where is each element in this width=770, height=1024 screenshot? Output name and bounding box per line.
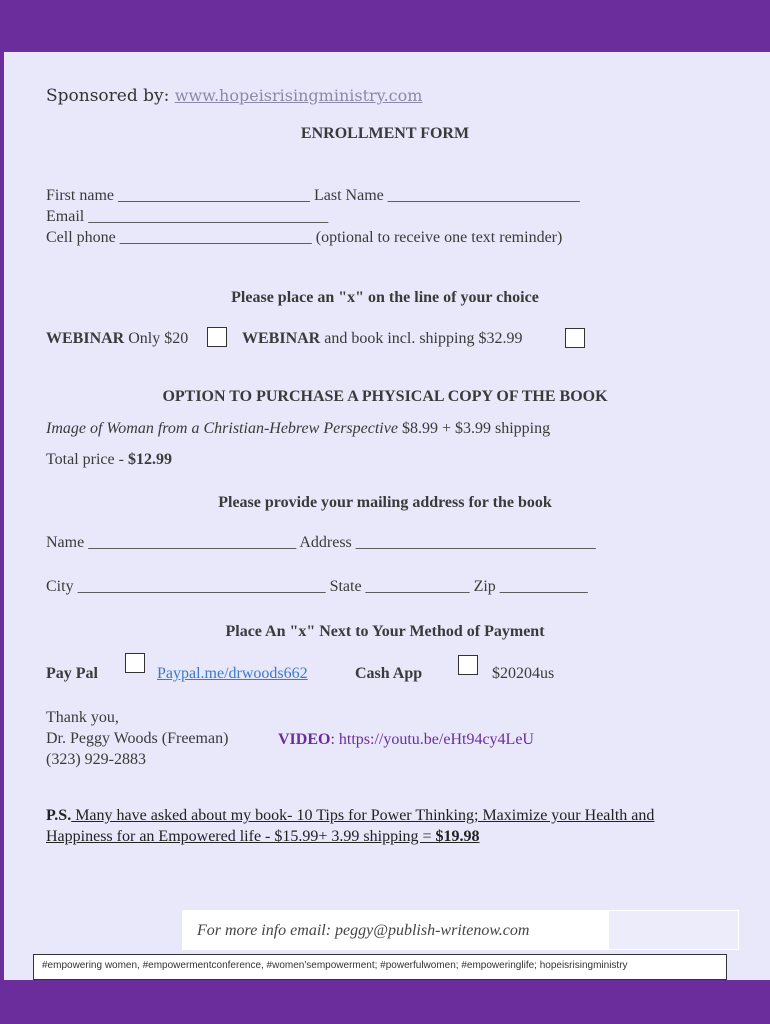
- cashapp-label: Cash App: [355, 665, 423, 682]
- cashapp-tag: $20204us: [492, 665, 555, 682]
- video-label: VIDEO: [278, 731, 331, 748]
- form-title: ENROLLMENT FORM: [300, 125, 470, 142]
- top-banner: [0, 0, 770, 52]
- ps-label: P.S.: [46, 807, 72, 824]
- sponsor-line: [46, 86, 422, 106]
- zip-field[interactable]: Zip ___________: [473, 578, 588, 595]
- first-name-field[interactable]: First name ________________________: [46, 187, 310, 204]
- signoff-name: Dr. Peggy Woods (Freeman): [46, 730, 229, 747]
- paypal-link[interactable]: Paypal.me/drwoods662: [157, 665, 308, 682]
- bottom-banner: [0, 980, 770, 1024]
- email-info-side: [608, 910, 739, 950]
- signoff-thanks: Thank you,: [46, 709, 119, 726]
- cell-phone-note: (optional to receive one text reminder): [315, 229, 563, 246]
- ps-total: $19.98: [435, 828, 480, 845]
- hashtags-bar: #empowering women, #empowermentconference, #women'sempowerment; #powerfulwomen; #empoweringlife; hopeisrisingministry: [33, 954, 727, 980]
- purchase-heading: OPTION TO PURCHASE A PHYSICAL COPY OF THE BOOK: [162, 388, 608, 405]
- ps-text-2: Happiness for an Empowered life - $15.99+ 3.99 shipping =: [46, 828, 436, 845]
- city-field[interactable]: City _______________________________: [46, 578, 326, 595]
- last-name-field[interactable]: Last Name ________________________: [314, 187, 580, 204]
- book-title: Image of Woman from a Christian-Hebrew Perspective: [46, 420, 398, 437]
- combo-option: [242, 330, 522, 348]
- combo-price: and book incl. shipping $32.99: [320, 330, 523, 347]
- choice-heading: Please place an "x" on the line of your choice: [231, 289, 539, 306]
- mailing-name-field[interactable]: Name __________________________: [46, 534, 297, 551]
- book-offer: [46, 420, 550, 438]
- ps-text-1: Many have asked about my book- 10 Tips for Power Thinking; Maximize your Health and: [71, 807, 655, 824]
- ps-line-2: [46, 828, 480, 846]
- email-info-text: For more info email: peggy@publish-writenow.com: [197, 922, 530, 939]
- video-line: [278, 731, 534, 749]
- sponsor-link[interactable]: www.hopeisrisingministry.com: [174, 86, 423, 105]
- webinar-option: [46, 330, 188, 348]
- name-line: [46, 187, 580, 205]
- cell-phone-field[interactable]: Cell phone ________________________: [46, 229, 312, 246]
- webinar-checkbox[interactable]: [207, 327, 227, 347]
- video-link[interactable]: : https://youtu.be/eHt94cy4LeU: [330, 731, 534, 748]
- ps-line-1: [46, 807, 654, 825]
- email-field[interactable]: Email ______________________________: [46, 208, 329, 225]
- webinar-label: WEBINAR: [46, 330, 125, 347]
- total-value: $12.99: [127, 451, 172, 468]
- mailing-heading: Please provide your mailing address for the book: [218, 494, 552, 511]
- signoff-phone: (323) 929-2883: [46, 751, 146, 768]
- email-info-box: [182, 910, 608, 950]
- paypal-label: Pay Pal: [46, 665, 98, 682]
- sponsor-label: Sponsored by:: [46, 86, 170, 106]
- total-label: Total price -: [46, 451, 128, 468]
- book-price: $8.99 + $3.99 shipping: [397, 420, 551, 437]
- paypal-checkbox[interactable]: [125, 653, 145, 673]
- mailing-city-line: [46, 578, 588, 596]
- cashapp-checkbox[interactable]: [458, 655, 478, 675]
- mailing-address-field[interactable]: Address ______________________________: [299, 534, 596, 551]
- webinar-price: Only $20: [124, 330, 189, 347]
- payment-heading: Place An "x" Next to Your Method of Payment: [225, 623, 545, 640]
- mailing-name-line: [46, 534, 596, 552]
- total-price: [46, 451, 172, 469]
- state-field[interactable]: State _____________: [329, 578, 470, 595]
- cell-line: [46, 229, 562, 247]
- combo-checkbox[interactable]: [565, 328, 585, 348]
- combo-label: WEBINAR: [242, 330, 321, 347]
